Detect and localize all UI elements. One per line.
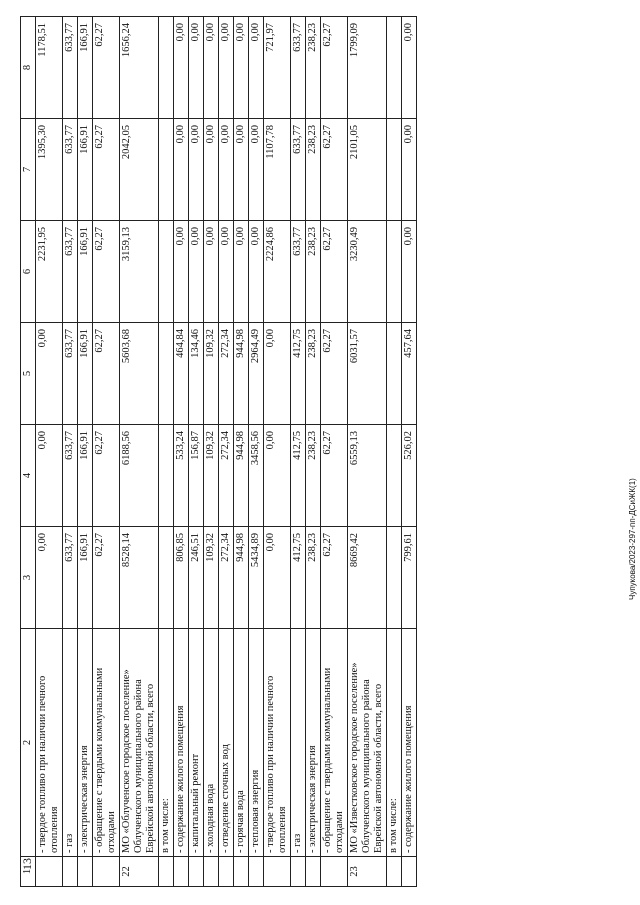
row-name: - обращение с твердыми коммунальными отходами (321, 629, 348, 857)
row-name: - горячая вода (234, 629, 249, 857)
value-cell: 238,23 (306, 119, 321, 221)
value-cell: 8669,42 (348, 527, 387, 629)
row-name: - отведение сточных вод (219, 629, 234, 857)
table-row (36, 17, 63, 887)
value-cell: 166,91 (78, 119, 93, 221)
value-cell: 166,91 (78, 17, 93, 119)
row-number (387, 857, 402, 887)
value-cell: 464,84 (174, 323, 189, 425)
value-cell: 238,23 (306, 221, 321, 323)
row-name: - тепловая энергия (249, 629, 264, 857)
table-row (387, 17, 402, 887)
header-cell: 7 (21, 119, 36, 221)
header-cell: 6 (21, 221, 36, 323)
value-cell: 412,75 (291, 527, 306, 629)
row-name: - электрическая энергия (306, 629, 321, 857)
rotated-page (20, 17, 620, 887)
value-cell: 0,00 (219, 119, 234, 221)
value-cell: 272,34 (219, 425, 234, 527)
value-cell (387, 425, 402, 527)
value-cell: 0,00 (249, 119, 264, 221)
value-cell: 246,51 (189, 527, 204, 629)
value-cell: 156,87 (189, 425, 204, 527)
value-cell: 3458,56 (249, 425, 264, 527)
value-cell: 6559,13 (348, 425, 387, 527)
row-number (204, 857, 219, 887)
value-cell: 944,98 (234, 323, 249, 425)
header-cell: 8 (21, 17, 36, 119)
row-name: МО «Облученское городское поселение» Облученского муниципального района Еврейской автономной области, всего (120, 629, 159, 857)
row-number (234, 857, 249, 887)
value-cell: 62,27 (321, 323, 348, 425)
value-cell: 944,98 (234, 425, 249, 527)
header-cell: 2 (21, 629, 36, 857)
row-name: - электрическая энергия (78, 629, 93, 857)
value-cell: 62,27 (321, 119, 348, 221)
header-cell: 4 (21, 425, 36, 527)
value-cell: 0,00 (402, 17, 417, 119)
value-cell: 166,91 (78, 323, 93, 425)
value-cell (387, 527, 402, 629)
value-cell: 1799,09 (348, 17, 387, 119)
table-row (306, 17, 321, 887)
value-cell: 633,77 (63, 527, 78, 629)
row-number: 22 (120, 857, 159, 887)
value-cell: 0,00 (249, 17, 264, 119)
table-row (93, 17, 120, 887)
value-cell (159, 527, 174, 629)
row-number (174, 857, 189, 887)
value-cell: 272,34 (219, 323, 234, 425)
value-cell: 2224,86 (264, 221, 291, 323)
value-cell: 1107,78 (264, 119, 291, 221)
value-cell: 6031,57 (348, 323, 387, 425)
value-cell: 412,75 (291, 425, 306, 527)
value-cell: 0,00 (249, 221, 264, 323)
value-cell: 3159,13 (120, 221, 159, 323)
value-cell: 944,98 (234, 527, 249, 629)
table-row (402, 17, 417, 887)
row-name: - твердое топливо при наличии печного отопления (36, 629, 63, 857)
value-cell: 62,27 (93, 221, 120, 323)
value-cell: 166,91 (78, 221, 93, 323)
value-cell: 633,77 (63, 425, 78, 527)
value-cell: 0,00 (219, 221, 234, 323)
value-cell (159, 119, 174, 221)
row-number (321, 857, 348, 887)
value-cell: 2042,05 (120, 119, 159, 221)
row-number (189, 857, 204, 887)
value-cell (387, 17, 402, 119)
table-row (264, 17, 291, 887)
value-cell: 62,27 (93, 425, 120, 527)
value-cell: 62,27 (321, 221, 348, 323)
value-cell: 272,34 (219, 527, 234, 629)
value-cell: 62,27 (321, 17, 348, 119)
value-cell: 0,00 (264, 323, 291, 425)
value-cell: 0,00 (204, 221, 219, 323)
table-row (189, 17, 204, 887)
row-name: - газ (291, 629, 306, 857)
value-cell: 0,00 (174, 221, 189, 323)
value-cell: 0,00 (264, 527, 291, 629)
value-cell: 806,85 (174, 527, 189, 629)
value-cell: 721,97 (264, 17, 291, 119)
value-cell: 134,46 (189, 323, 204, 425)
value-cell: 62,27 (93, 119, 120, 221)
value-cell: 62,27 (321, 527, 348, 629)
row-number (306, 857, 321, 887)
table-row (249, 17, 264, 887)
table-row (63, 17, 78, 887)
value-cell (387, 323, 402, 425)
value-cell: 5603,68 (120, 323, 159, 425)
table-row (291, 17, 306, 887)
row-number (63, 857, 78, 887)
value-cell: 633,77 (291, 119, 306, 221)
value-cell: 633,77 (63, 221, 78, 323)
row-number: 23 (348, 857, 387, 887)
table-row (321, 17, 348, 887)
value-cell: 62,27 (321, 425, 348, 527)
value-cell: 3230,49 (348, 221, 387, 323)
row-name: - капитальный ремонт (189, 629, 204, 857)
table-row (234, 17, 249, 887)
table-row (348, 17, 387, 887)
value-cell: 0,00 (234, 221, 249, 323)
value-cell: 109,32 (204, 527, 219, 629)
value-cell: 633,77 (63, 17, 78, 119)
value-cell: 633,77 (63, 323, 78, 425)
row-name: МО «Известковское городское поселение» Облученского муниципального района Еврейской автономной области, всего (348, 629, 387, 857)
value-cell: 238,23 (306, 527, 321, 629)
value-cell: 238,23 (306, 425, 321, 527)
value-cell: 0,00 (204, 119, 219, 221)
row-number (264, 857, 291, 887)
value-cell (159, 17, 174, 119)
value-cell: 1395,30 (36, 119, 63, 221)
table-row (120, 17, 159, 887)
value-cell (387, 221, 402, 323)
value-cell: 0,00 (264, 425, 291, 527)
page-number: 13 (20, 858, 34, 870)
row-number (93, 857, 120, 887)
value-cell (387, 119, 402, 221)
value-cell: 62,27 (93, 323, 120, 425)
row-number (249, 857, 264, 887)
row-name: - твердое топливо при наличии печного отопления (264, 629, 291, 857)
value-cell: 0,00 (219, 17, 234, 119)
row-name: в том числе: (387, 629, 402, 857)
footer (628, 0, 640, 905)
value-cell: 5434,89 (249, 527, 264, 629)
value-cell: 166,91 (78, 425, 93, 527)
header-cell: 5 (21, 323, 36, 425)
table-row (78, 17, 93, 887)
value-cell: 0,00 (234, 17, 249, 119)
value-cell: 633,77 (291, 221, 306, 323)
value-cell: 1178,51 (36, 17, 63, 119)
value-cell: 1656,24 (120, 17, 159, 119)
value-cell: 6188,56 (120, 425, 159, 527)
row-name: в том числе: (159, 629, 174, 857)
value-cell: 2964,49 (249, 323, 264, 425)
row-number (219, 857, 234, 887)
value-cell: 0,00 (36, 527, 63, 629)
value-cell: 166,91 (78, 527, 93, 629)
row-name: - холодная вода (204, 629, 219, 857)
header-cell: 3 (21, 527, 36, 629)
value-cell: 457,64 (402, 323, 417, 425)
value-cell: 238,23 (306, 323, 321, 425)
value-cell: 8528,14 (120, 527, 159, 629)
value-cell: 799,61 (402, 527, 417, 629)
value-cell: 0,00 (402, 119, 417, 221)
value-cell: 109,32 (204, 323, 219, 425)
row-number (36, 857, 63, 887)
value-cell (159, 425, 174, 527)
value-cell: 109,32 (204, 425, 219, 527)
row-name: - обращение с твердыми коммунальными отходами (93, 629, 120, 857)
value-cell: 0,00 (204, 17, 219, 119)
table-row (219, 17, 234, 887)
value-cell (159, 221, 174, 323)
tariff-table (20, 16, 417, 887)
value-cell: 62,27 (93, 527, 120, 629)
value-cell: 62,27 (93, 17, 120, 119)
row-number (291, 857, 306, 887)
value-cell: 0,00 (174, 17, 189, 119)
value-cell: 2231,95 (36, 221, 63, 323)
value-cell: 633,77 (63, 119, 78, 221)
value-cell: 0,00 (189, 17, 204, 119)
header-cell: 1 (21, 857, 36, 887)
value-cell: 412,75 (291, 323, 306, 425)
value-cell: 0,00 (189, 119, 204, 221)
row-number (159, 857, 174, 887)
value-cell: 0,00 (174, 119, 189, 221)
value-cell: 238,23 (306, 17, 321, 119)
value-cell: 0,00 (234, 119, 249, 221)
value-cell: 0,00 (189, 221, 204, 323)
row-number (78, 857, 93, 887)
row-name: - газ (63, 629, 78, 857)
table-row (204, 17, 219, 887)
value-cell: 633,77 (291, 17, 306, 119)
table-row (174, 17, 189, 887)
value-cell: 533,24 (174, 425, 189, 527)
row-name: - содержание жилого помещения (174, 629, 189, 857)
value-cell: 0,00 (36, 425, 63, 527)
footer-text: Чупукова/2023-297-пп-ДСиЖК(1) (628, 478, 637, 600)
value-cell: 0,00 (402, 221, 417, 323)
header-row (21, 17, 36, 887)
table-row (159, 17, 174, 887)
row-name: - содержание жилого помещения (402, 629, 417, 857)
value-cell: 526,02 (402, 425, 417, 527)
value-cell: 2101,05 (348, 119, 387, 221)
value-cell (159, 323, 174, 425)
value-cell: 0,00 (36, 323, 63, 425)
row-number (402, 857, 417, 887)
